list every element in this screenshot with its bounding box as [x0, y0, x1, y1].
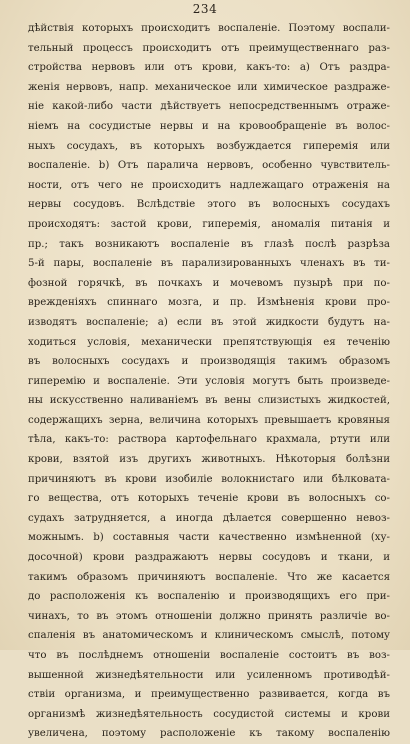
text-line: ныхъ сосудахъ, въ которыхъ возбуждается гиперемія или [28, 140, 390, 152]
text-line: ніе какой-либо части дѣйствуетъ непосредственнымъ отраже- [28, 101, 390, 113]
text-line: досочной) крови раздражаютъ нервы сосудовъ и ткани, и [28, 552, 390, 564]
text-line: дѣйствія которыхъ происходитъ воспаленіе. Поэтому воспали- [28, 23, 390, 34]
text-line: фозной горячкѣ, въ почкахъ и мочевомъ пузырѣ при по- [28, 277, 390, 289]
text-line: въ волосныхъ сосудахъ и производящія такимъ образомъ [28, 356, 390, 368]
text-line: ходиться условія, механически препятствующія ея теченію [28, 336, 390, 348]
text-line: воспаленіе. b) Отъ паралича нервовъ, особенно чувствитель- [28, 160, 390, 172]
text-line: ніемъ на сосудистые нервы и на кровообращеніе въ волос- [28, 120, 390, 132]
text-line: женія нервовъ, напр. механическое или химическое раздраже- [28, 81, 390, 93]
text-line: до расположенія къ воспаленію и производящихъ его при- [28, 591, 390, 603]
text-line: спаленія въ анатомическомъ и клиническомъ смыслѣ, потому [28, 630, 390, 642]
text-line: ности, отъ чего не происходитъ надлежащаго отраженія на [28, 179, 390, 191]
text-line: что въ послѣднемъ отношеніи воспаленіе состоитъ въ воз- [28, 650, 390, 661]
text-line: пр.; такъ возникаютъ воспаленіе въ глазѣ послѣ разрѣза [28, 238, 390, 250]
text-line: стройства нервовъ или отъ крови, какъ-то: а) Отъ раздра- [28, 62, 390, 74]
text-line: увеличена, поэтому расположеніе къ такому воспаленію [28, 728, 390, 740]
text-line: тельный процессъ происходитъ отъ преимущественнаго раз- [28, 42, 390, 54]
text-line: врежденіяхъ спиннаго мозга, и пр. Измѣненія крови про- [28, 297, 390, 309]
text-line: судахъ затрудняется, а иногда дѣлается совершенно невоз- [28, 512, 390, 524]
text-line: причиняютъ въ крови изобиліе волокнистаго или бѣлковата- [28, 473, 390, 485]
text-line: чинахъ, то въ этомъ отношеніи должно принять различіе во- [28, 610, 390, 622]
text-line: изводятъ воспаленіе; а) если въ этой жидкости будутъ на- [28, 316, 390, 328]
text-line: ствіи организма, и преимущественно развивается, когда въ [28, 689, 390, 701]
text-line: го вещества, отъ которыхъ теченіе крови въ волосныхъ со- [28, 493, 390, 505]
text-line: гиперемію и воспаленіе. Эти условія могутъ быть произведе- [28, 375, 390, 387]
body-text [28, 19, 390, 744]
text-line: такимъ образомъ причиняютъ воспаленіе. Что же касается [28, 571, 390, 583]
text-line: можнымъ. b) составныя части качественно измѣненной (ху- [28, 532, 390, 544]
text-line: содержащихъ зерна, величина которыхъ превышаетъ кровяныя [28, 414, 390, 426]
text-line: нервы сосудовъ. Вслѣдствіе этого въ волосныхъ сосудахъ [28, 199, 390, 211]
page-number: 234 [192, 2, 218, 16]
text-line: происходятъ: застой крови, гиперемія, аномалія питанія и [28, 218, 390, 230]
text-line: ны искусственно наливаніемъ въ вены слизистыхъ жидкостей, [28, 395, 390, 407]
text-line: вышенной жизнедѣятельности или усиленномъ противодѣй- [28, 669, 390, 681]
text-line: тѣла, какъ-то: раствора картофельнаго крахмала, ртути или [28, 434, 390, 446]
text-line: крови, взятой изъ другихъ животныхъ. Нѣкоторыя болѣзни [28, 454, 390, 466]
text-line: 5-й пары, воспаленіе въ парализированныхъ членахъ въ ти- [28, 258, 390, 270]
text-line: организмѣ жизнедѣятельность сосудистой системы и крови [28, 708, 390, 720]
